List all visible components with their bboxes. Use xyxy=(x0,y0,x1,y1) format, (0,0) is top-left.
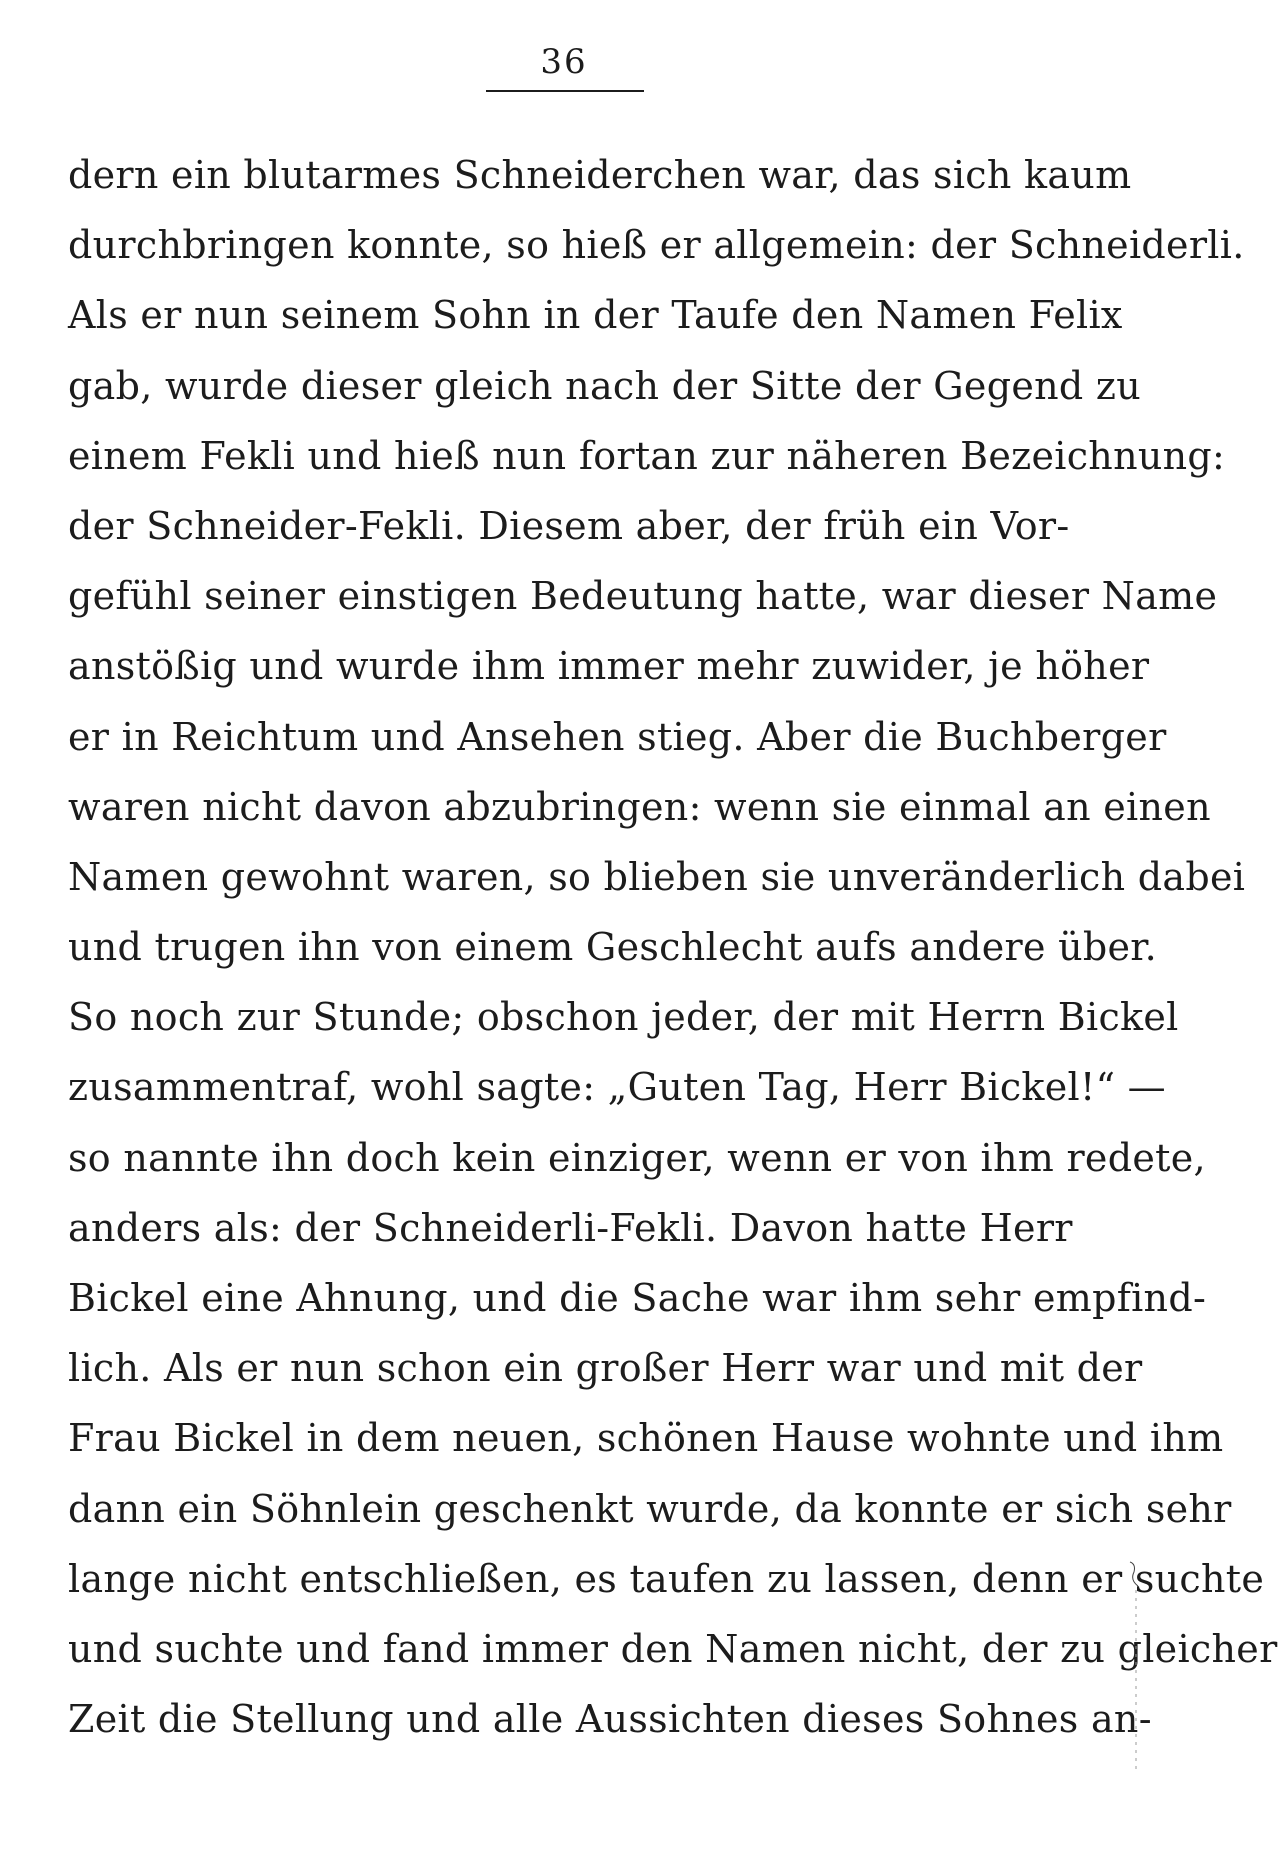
text-line: lange nicht entschließen, es taufen zu lassen, denn er suchte xyxy=(68,1556,1265,1601)
text-line: und trugen ihn von einem Geschlecht aufs andere über. xyxy=(68,925,1157,970)
text-line: So noch zur Stunde; obschon jeder, der mit Herrn Bickel xyxy=(68,995,1179,1040)
text-line: waren nicht davon abzubringen: wenn sie einmal an einen xyxy=(68,784,1211,829)
body-text xyxy=(68,140,1278,1754)
text-line: anders als: der Schneiderli-Fekli. Davon hatte Herr xyxy=(68,1205,1073,1250)
text-line: dern ein blutarmes Schneiderchen war, das sich kaum xyxy=(68,153,1132,197)
text-line: lich. Als er nun schon ein großer Herr war und mit der xyxy=(68,1346,1143,1391)
page-number: 36 xyxy=(540,42,588,82)
text-line: anstößig und wurde ihm immer mehr zuwider, je höher xyxy=(68,644,1150,689)
margin-scan-mark xyxy=(1128,1560,1144,1780)
text-line: Frau Bickel in dem neuen, schönen Hause wohnte und ihm xyxy=(68,1416,1224,1461)
text-line: der Schneider-Fekli. Diesem aber, der früh ein Vor- xyxy=(68,503,1070,548)
header-rule xyxy=(486,90,644,92)
text-line: so nannte ihn doch kein einziger, wenn er von ihm redete, xyxy=(68,1135,1206,1180)
text-line: gefühl seiner einstigen Bedeutung hatte, war dieser Name xyxy=(68,574,1218,619)
text-line: er in Reichtum und Ansehen stieg. Aber die Buchberger xyxy=(68,714,1167,759)
text-line: dann ein Söhnlein geschenkt wurde, da konnte er sich sehr xyxy=(68,1486,1232,1531)
text-line: Namen gewohnt waren, so blieben sie unveränderlich dabei xyxy=(68,854,1246,899)
text-line: einem Fekli und hieß nun fortan zur näheren Bezeichnung: xyxy=(68,433,1226,478)
text-line: Als er nun seinem Sohn in der Taufe den Namen Felix xyxy=(68,293,1123,338)
text-line: Zeit die Stellung und alle Aussichten dieses Sohnes an- xyxy=(68,1697,1152,1742)
text-line: zusammentraf, wohl sagte: „Guten Tag, Herr Bickel!“ — xyxy=(68,1065,1166,1110)
text-line: Bickel eine Ahnung, und die Sache war ihm sehr empfind- xyxy=(68,1276,1207,1320)
text-line: gab, wurde dieser gleich nach der Sitte der Gegend zu xyxy=(68,363,1141,408)
text-line: durchbringen konnte, so hieß er allgemein: der Schneiderli. xyxy=(68,223,1245,268)
text-line: und suchte und fand immer den Namen nicht, der zu gleicher xyxy=(68,1626,1278,1671)
